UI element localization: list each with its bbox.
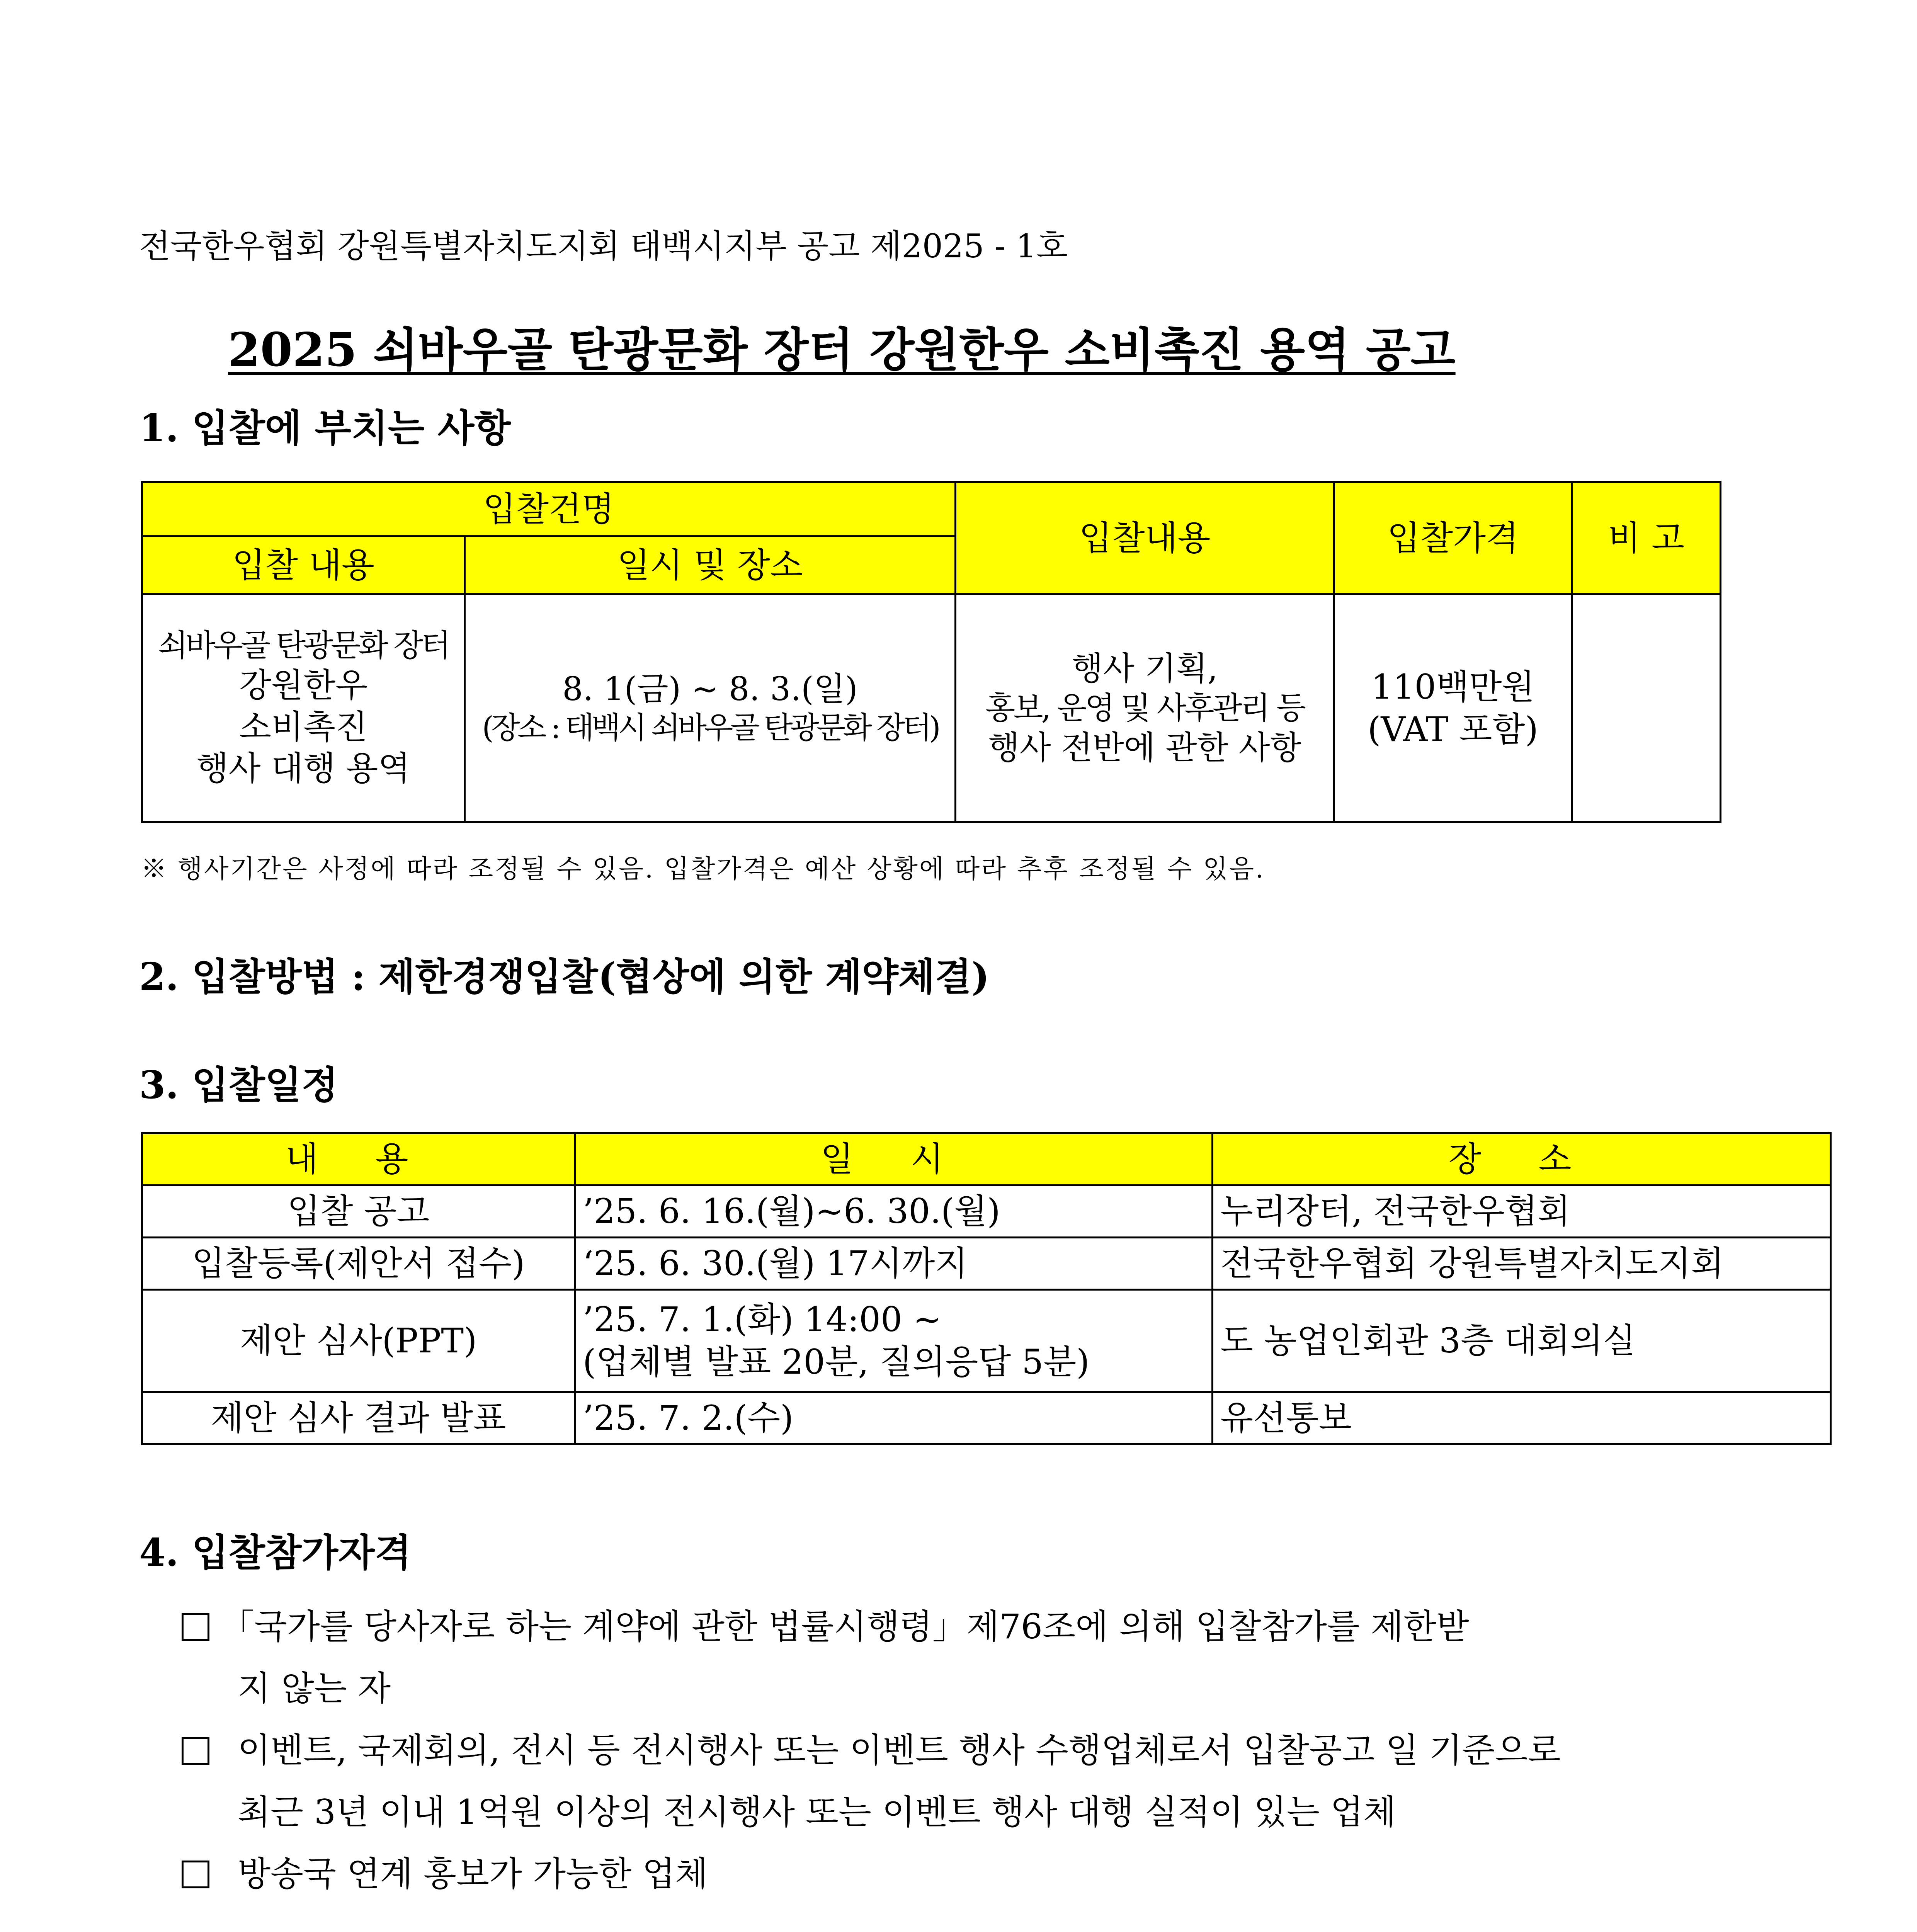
checkbox <box>182 1861 209 1888</box>
bid-content-line: 소비촉진 <box>239 707 368 747</box>
schedule-content: 입찰 공고 <box>142 1185 575 1238</box>
cell-date-place <box>465 594 956 822</box>
cell-remarks <box>1572 594 1721 822</box>
qualification-item: 방송국 연계 홍보가 가능한 업체 <box>238 1854 708 1894</box>
header-remarks: 비 고 <box>1572 482 1721 594</box>
qualification-item-continued: 최근 3년 이내 1억원 이상의 전시행사 또는 이벤트 행사 대행 실적이 있는 업체 <box>238 1792 1396 1832</box>
bid-content-line: 강원한우 <box>239 666 368 705</box>
schedule-datetime-detail: (업체별 발표 20분, 질의응답 5분) <box>583 1342 1090 1382</box>
schedule-content: 제안 심사(PPT) <box>142 1290 575 1392</box>
description-line: 홍보, 운영 및 사후관리 등 <box>985 690 1304 726</box>
cell-bid-content <box>142 594 465 822</box>
schedule-content: 제안 심사 결과 발표 <box>142 1392 575 1444</box>
event-date: 8. 1(금) ~ 8. 3.(일) <box>562 670 858 708</box>
description-line: 행사 전반에 관한 사항 <box>988 728 1301 767</box>
schedule-content: 입찰등록(제안서 접수) <box>142 1238 575 1290</box>
bid-content-line: 쇠바우골 탄광문화 장터 <box>158 628 449 664</box>
description-line: 행사 기획, <box>1072 649 1218 687</box>
cell-description <box>956 594 1334 822</box>
bid-schedule-table <box>141 1132 1832 1445</box>
header-bid-content-sub: 입찰 내용 <box>142 536 465 594</box>
header-bid-name: 입찰건명 <box>142 482 956 536</box>
section-1-heading: 1. 입찰에 부치는 사항 <box>139 406 511 451</box>
header-bid-price: 입찰가격 <box>1334 482 1572 594</box>
schedule-place: 유선통보 <box>1213 1392 1831 1444</box>
section-4-heading: 4. 입찰참가자격 <box>139 1531 412 1575</box>
document-title: 2025 쇠바우골 탄광문화 장터 강원한우 소비촉진 용역 공고 <box>228 323 1456 377</box>
qualification-item: 「국가를 당사자로 하는 계약에 관한 법률시행령」제76조에 의해 입찰참가를 제한받 <box>220 1607 1470 1646</box>
price-vat: (VAT 포함) <box>1368 709 1538 749</box>
bid-content-line: 행사 대행 용역 <box>196 749 410 788</box>
cell-price <box>1334 594 1572 822</box>
qualification-item: 이벤트, 국제회의, 전시 등 전시행사 또는 이벤트 행사 수행업체로서 입찰공고 일 기준으로 <box>238 1730 1561 1770</box>
bid-overview-table <box>141 481 1721 823</box>
schedule-datetime: ‘25. 6. 30.(월) 17시까지 <box>575 1238 1213 1290</box>
schedule-datetime: ’25. 7. 1.(화) 14:00 ~ <box>583 1299 942 1339</box>
schedule-header-content: 내 용 <box>142 1133 575 1185</box>
schedule-datetime: ’25. 6. 16.(월)~6. 30.(월) <box>575 1185 1213 1238</box>
event-place: (장소 : 태백시 쇠바우골 탄광문화 장터) <box>482 711 938 746</box>
price-amount: 110백만원 <box>1371 667 1535 707</box>
schedule-place: 누리장터, 전국한우협회 <box>1213 1185 1831 1238</box>
schedule-datetime: ’25. 7. 2.(수) <box>575 1392 1213 1444</box>
schedule-datetime-cell <box>575 1290 1213 1392</box>
schedule-place: 도 농업인회관 3층 대회의실 <box>1213 1290 1831 1392</box>
header-bid-content: 입찰내용 <box>956 482 1334 594</box>
section-3-heading: 3. 입찰일정 <box>139 1063 338 1107</box>
qualification-item-continued: 지 않는 자 <box>238 1668 391 1708</box>
header-date-place: 일시 및 장소 <box>465 536 956 594</box>
section-2-heading: 2. 입찰방법 : 제한경쟁입찰(협상에 의한 계약체결) <box>139 955 990 999</box>
checkbox <box>182 1737 209 1765</box>
schedule-header-datetime: 일 시 <box>575 1133 1213 1185</box>
notice-number: 전국한우협회 강원특별자치도지회 태백시지부 공고 제2025 - 1호 <box>139 227 1068 265</box>
schedule-place: 전국한우협회 강원특별자치도지회 <box>1213 1238 1831 1290</box>
section-1-note: ※ 행사기간은 사정에 따라 조정될 수 있음. 입찰가격은 예산 상황에 따라 추후 조정될 수 있음. <box>141 854 1265 884</box>
checkbox <box>182 1613 209 1641</box>
schedule-header-place: 장 소 <box>1213 1133 1831 1185</box>
